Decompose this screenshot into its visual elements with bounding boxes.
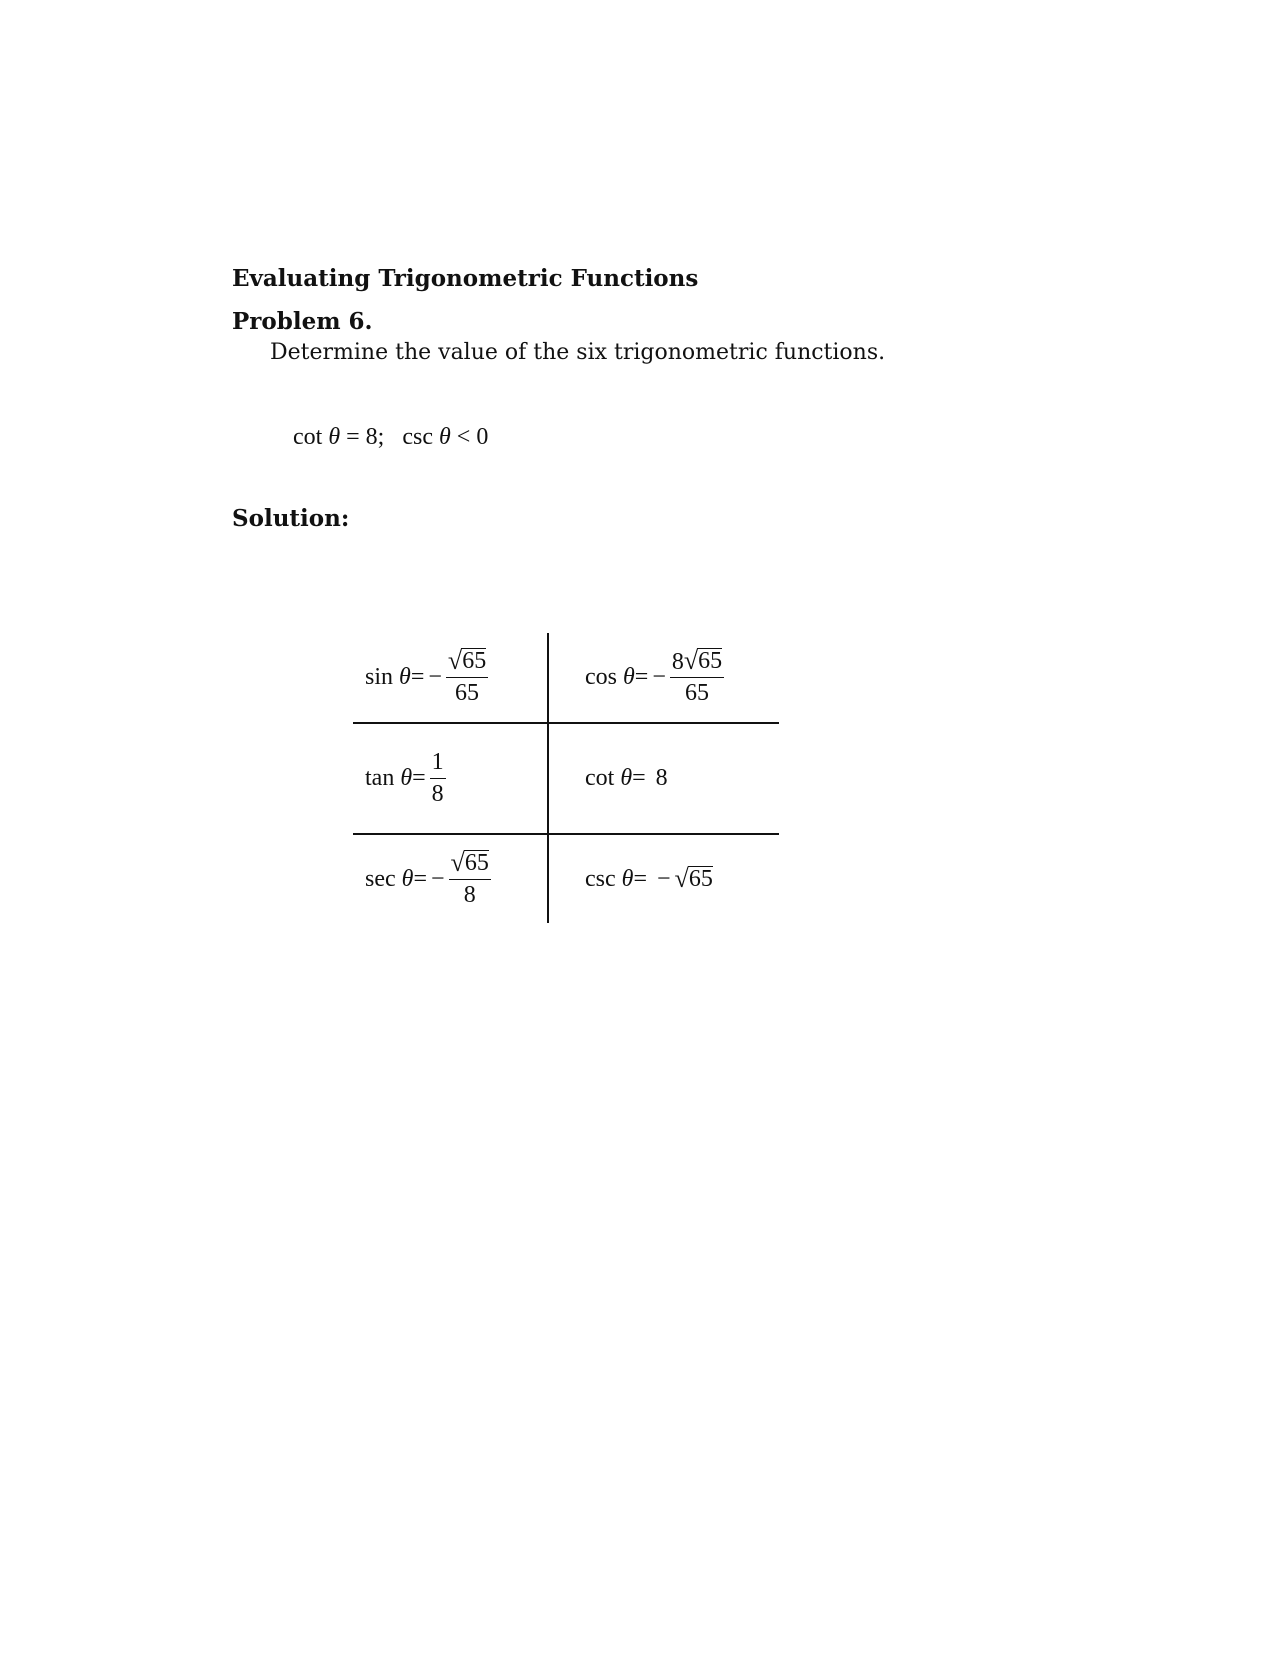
tan-fraction: [430, 749, 446, 807]
sec-denominator: 8: [463, 882, 476, 908]
given-theta-1: θ: [328, 424, 341, 450]
sin-denominator: 65: [455, 680, 480, 706]
sqrt-symbol: √: [683, 645, 699, 675]
cos-func: cos: [585, 663, 617, 690]
sin-sqrt: [447, 645, 487, 675]
sec-sqrt: [450, 847, 489, 877]
cell-tan: [365, 723, 446, 833]
given-cot-func: cot: [293, 424, 323, 450]
cot-theta: θ: [620, 764, 633, 791]
sin-func: sin: [365, 663, 394, 690]
problem-label: Problem 6.: [232, 308, 373, 335]
cos-fraction: [670, 645, 724, 707]
sec-eq: =: [413, 865, 427, 892]
csc-sign: −: [657, 865, 671, 892]
sin-sign: −: [428, 663, 442, 690]
cos-sign: −: [652, 663, 666, 690]
given-csc-relation: < 0: [456, 424, 489, 450]
tan-func: tan: [365, 764, 395, 791]
given-theta-2: θ: [438, 424, 451, 450]
cos-eq: =: [634, 663, 649, 690]
sec-theta: θ: [401, 865, 414, 892]
sin-radicand: 65: [462, 647, 487, 674]
cos-coefficient: 8: [671, 648, 684, 675]
csc-theta: θ: [621, 865, 634, 892]
cell-sec: [365, 835, 491, 923]
cos-denominator: 65: [685, 680, 710, 706]
cell-csc: [585, 835, 713, 923]
given-csc-func: csc: [402, 424, 433, 450]
cos-radicand: 65: [698, 647, 723, 674]
given-cot-relation: = 8;: [346, 424, 385, 450]
results-table: [353, 633, 779, 923]
cos-sqrt: [683, 645, 723, 675]
csc-radicand: 65: [688, 865, 713, 892]
tan-theta: θ: [400, 764, 413, 791]
cell-cos: [585, 633, 724, 721]
sqrt-symbol: √: [450, 847, 465, 877]
cot-eq: =: [632, 764, 646, 791]
csc-func: csc: [585, 865, 616, 892]
cell-sin: [365, 633, 488, 721]
cot-value: 8: [655, 764, 668, 791]
sin-fraction: [446, 645, 488, 707]
sec-sign: −: [431, 865, 445, 892]
given-conditions: [293, 424, 488, 451]
sin-theta: θ: [399, 663, 411, 690]
solution-label: Solution:: [232, 505, 350, 532]
document-title: Evaluating Trigonometric Functions: [232, 265, 699, 292]
sqrt-symbol: √: [447, 645, 463, 675]
cell-cot: [585, 723, 668, 833]
cos-theta: θ: [623, 663, 635, 690]
csc-sqrt: [674, 863, 713, 893]
tan-denominator: 8: [431, 780, 444, 807]
sec-fraction: [449, 847, 491, 909]
sin-eq: =: [410, 663, 425, 690]
tan-numerator: 1: [430, 749, 446, 778]
table-vertical-divider: [547, 633, 549, 923]
tan-eq: =: [412, 764, 426, 791]
sqrt-symbol: √: [674, 863, 689, 893]
sec-radicand: 65: [464, 849, 489, 876]
sec-func: sec: [365, 865, 396, 892]
csc-eq: =: [633, 865, 647, 892]
cot-func: cot: [585, 764, 615, 791]
problem-instruction: Determine the value of the six trigonometric functions.: [270, 340, 886, 365]
